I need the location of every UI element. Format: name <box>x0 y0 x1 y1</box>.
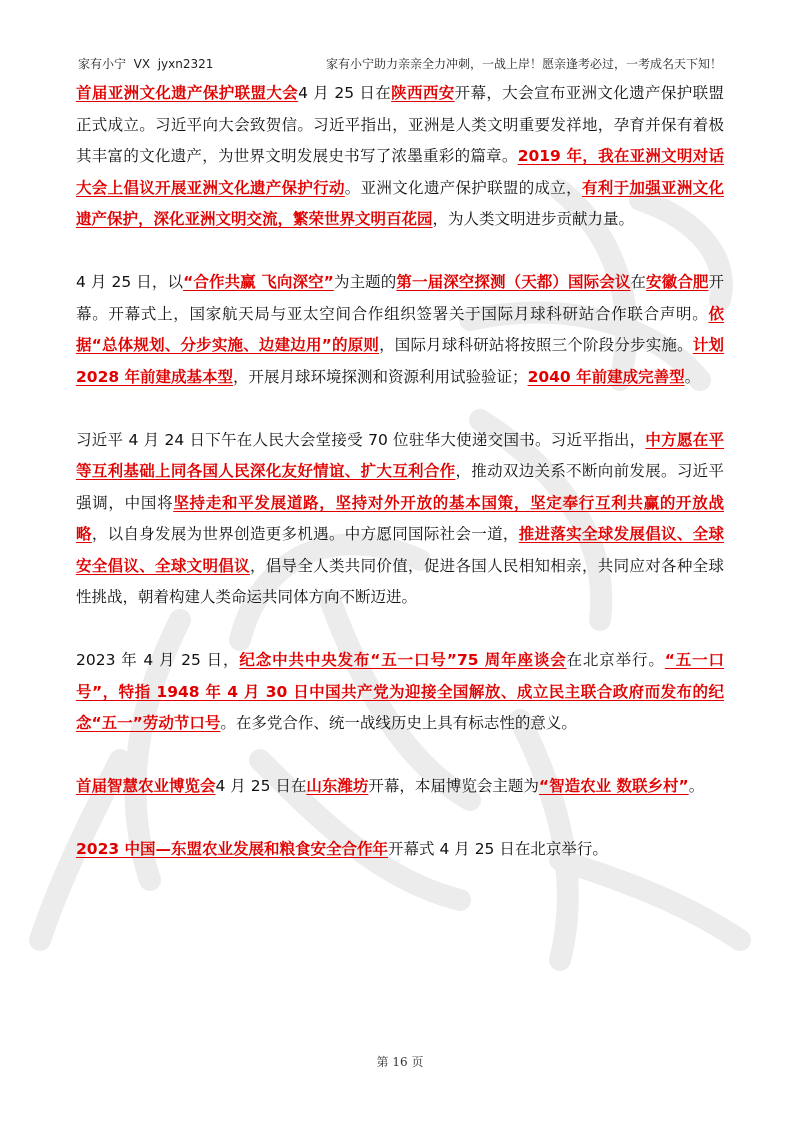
paragraph-text: 。 <box>684 367 701 386</box>
highlighted-keypoint: 首届亚洲文化遗产保护联盟大会 <box>76 84 299 102</box>
highlighted-keypoint: 推进落实全球发展倡议、全球安全倡议、全球文明倡议 <box>76 525 724 575</box>
paragraph-text: 习近平 4 月 24 日下午在人民大会堂接受 70 位驻华大使递交国书。习近平指出， <box>76 430 646 449</box>
paragraph-text: 在北京举行。 <box>566 651 665 669</box>
paragraph <box>76 645 724 740</box>
paragraph-text: ，为人类文明进步贡献力量。 <box>432 210 635 228</box>
highlighted-keypoint: 2040 年前建成完善型 <box>527 367 685 386</box>
paragraph-text: ，以自身发展为世界创造更多机遇。中方愿同国际社会一道， <box>91 525 519 543</box>
highlighted-keypoint: 依据“总体规划、分步实施、边建边用”的原则 <box>76 304 724 354</box>
paragraph-text: 。亚洲文化遗产保护联盟的成立， <box>344 178 582 197</box>
paragraph-text: 。在多党合作、统一战线历史上具有标志性的意义。 <box>220 714 577 732</box>
paragraph-text: 。 <box>688 777 705 795</box>
highlighted-keypoint: 有利于加强亚洲文化遗产保护，深化亚洲文明交流，繁荣世界文明百花园 <box>76 178 724 228</box>
highlighted-keypoint: “五一口号”，特指 1948 年 4 月 30 日中国共产党为迎接全国解放、成立民主联合政府而发布的纪念“五一”劳动节口号 <box>76 651 724 732</box>
paragraph-text: 4 月 25 日在 <box>215 777 307 795</box>
paragraph <box>76 834 724 866</box>
paragraph-text: 为主题的 <box>333 273 397 291</box>
paragraph <box>76 267 724 393</box>
paragraph-text: 开幕式 4 月 25 日在北京举行。 <box>388 840 608 858</box>
header-left-text: 家有小宁 VX jyxn2321 <box>78 57 214 71</box>
highlighted-keypoint: “智造农业 数联乡村” <box>538 777 689 795</box>
header-right-text: 家有小宁助力亲亲全力冲刺，一战上岸！愿亲逢考必过，一考成名天下知！ <box>325 57 722 71</box>
highlighted-keypoint: 首届智慧农业博览会 <box>76 777 216 795</box>
paragraph-text: 4 月 25 日在 <box>298 84 392 102</box>
paragraph-text: 4 月 25 日，以 <box>76 273 184 291</box>
highlighted-keypoint: 安徽合肥 <box>646 273 709 291</box>
page-number: 第 16 页 <box>376 1055 424 1069</box>
highlighted-keypoint: 陕西西安 <box>391 84 455 102</box>
paragraph <box>76 771 724 803</box>
paragraph-text: ，开展月球环境探测和资源利用试验验证； <box>233 367 528 386</box>
paragraph <box>76 425 724 614</box>
paragraph-text: 开幕，本届博览会主题为 <box>368 777 539 795</box>
paragraph-text: ，推动双边关系不断向前发展。习近平强调，中国将 <box>76 462 724 512</box>
highlighted-keypoint: “合作共赢 飞向深空” <box>183 273 334 291</box>
highlighted-keypoint: 中方愿在平等互利基础上同各国人民深化友好情谊、扩大互利合作 <box>76 430 724 480</box>
highlighted-keypoint: 2019 年，我在亚洲文明对话大会上倡议开展亚洲文化遗产保护行动 <box>76 147 724 197</box>
paragraph-text: 在 <box>630 273 647 291</box>
highlighted-keypoint: 计划 2028 年前建成基本型 <box>76 336 724 386</box>
highlighted-keypoint: 山东潍坊 <box>306 777 369 795</box>
highlighted-keypoint: 第一届深空探测（天都）国际会议 <box>396 273 631 291</box>
paragraph-text: ，倡导全人类共同价值，促进各国人民相知相亲，共同应对各种全球性挑战，朝着构建人类命运共同体方向不断迈进。 <box>76 556 724 606</box>
paragraph-text: 开幕。开幕式上，国家航天局与亚太空间合作组织签署关于国际月球科研站合作联合声明。 <box>76 273 724 323</box>
article-body <box>76 78 724 897</box>
highlighted-keypoint: 纪念中共中央发布“五一口号”75 周年座谈会 <box>239 651 567 669</box>
highlighted-keypoint: 坚持走和平发展道路，坚持对外开放的基本国策，坚定奉行互利共赢的开放战略 <box>76 493 724 543</box>
paragraph-text: 开幕，大会宣布亚洲文化遗产保护联盟正式成立。习近平向大会致贺信。习近平指出，亚洲是人类文明重要发祥地，孕育并保有着极其丰富的文化遗产，为世界文明发展史书写了浓墨重彩的篇章。 <box>76 84 724 165</box>
highlighted-keypoint: 2023 中国—东盟农业发展和粮食安全合作年 <box>76 840 389 858</box>
paragraph-text: ，国际月球科研站将按照三个阶段分步实施。 <box>379 336 693 354</box>
paragraph-text: 2023 年 4 月 25 日， <box>76 651 240 669</box>
paragraph <box>76 78 724 236</box>
